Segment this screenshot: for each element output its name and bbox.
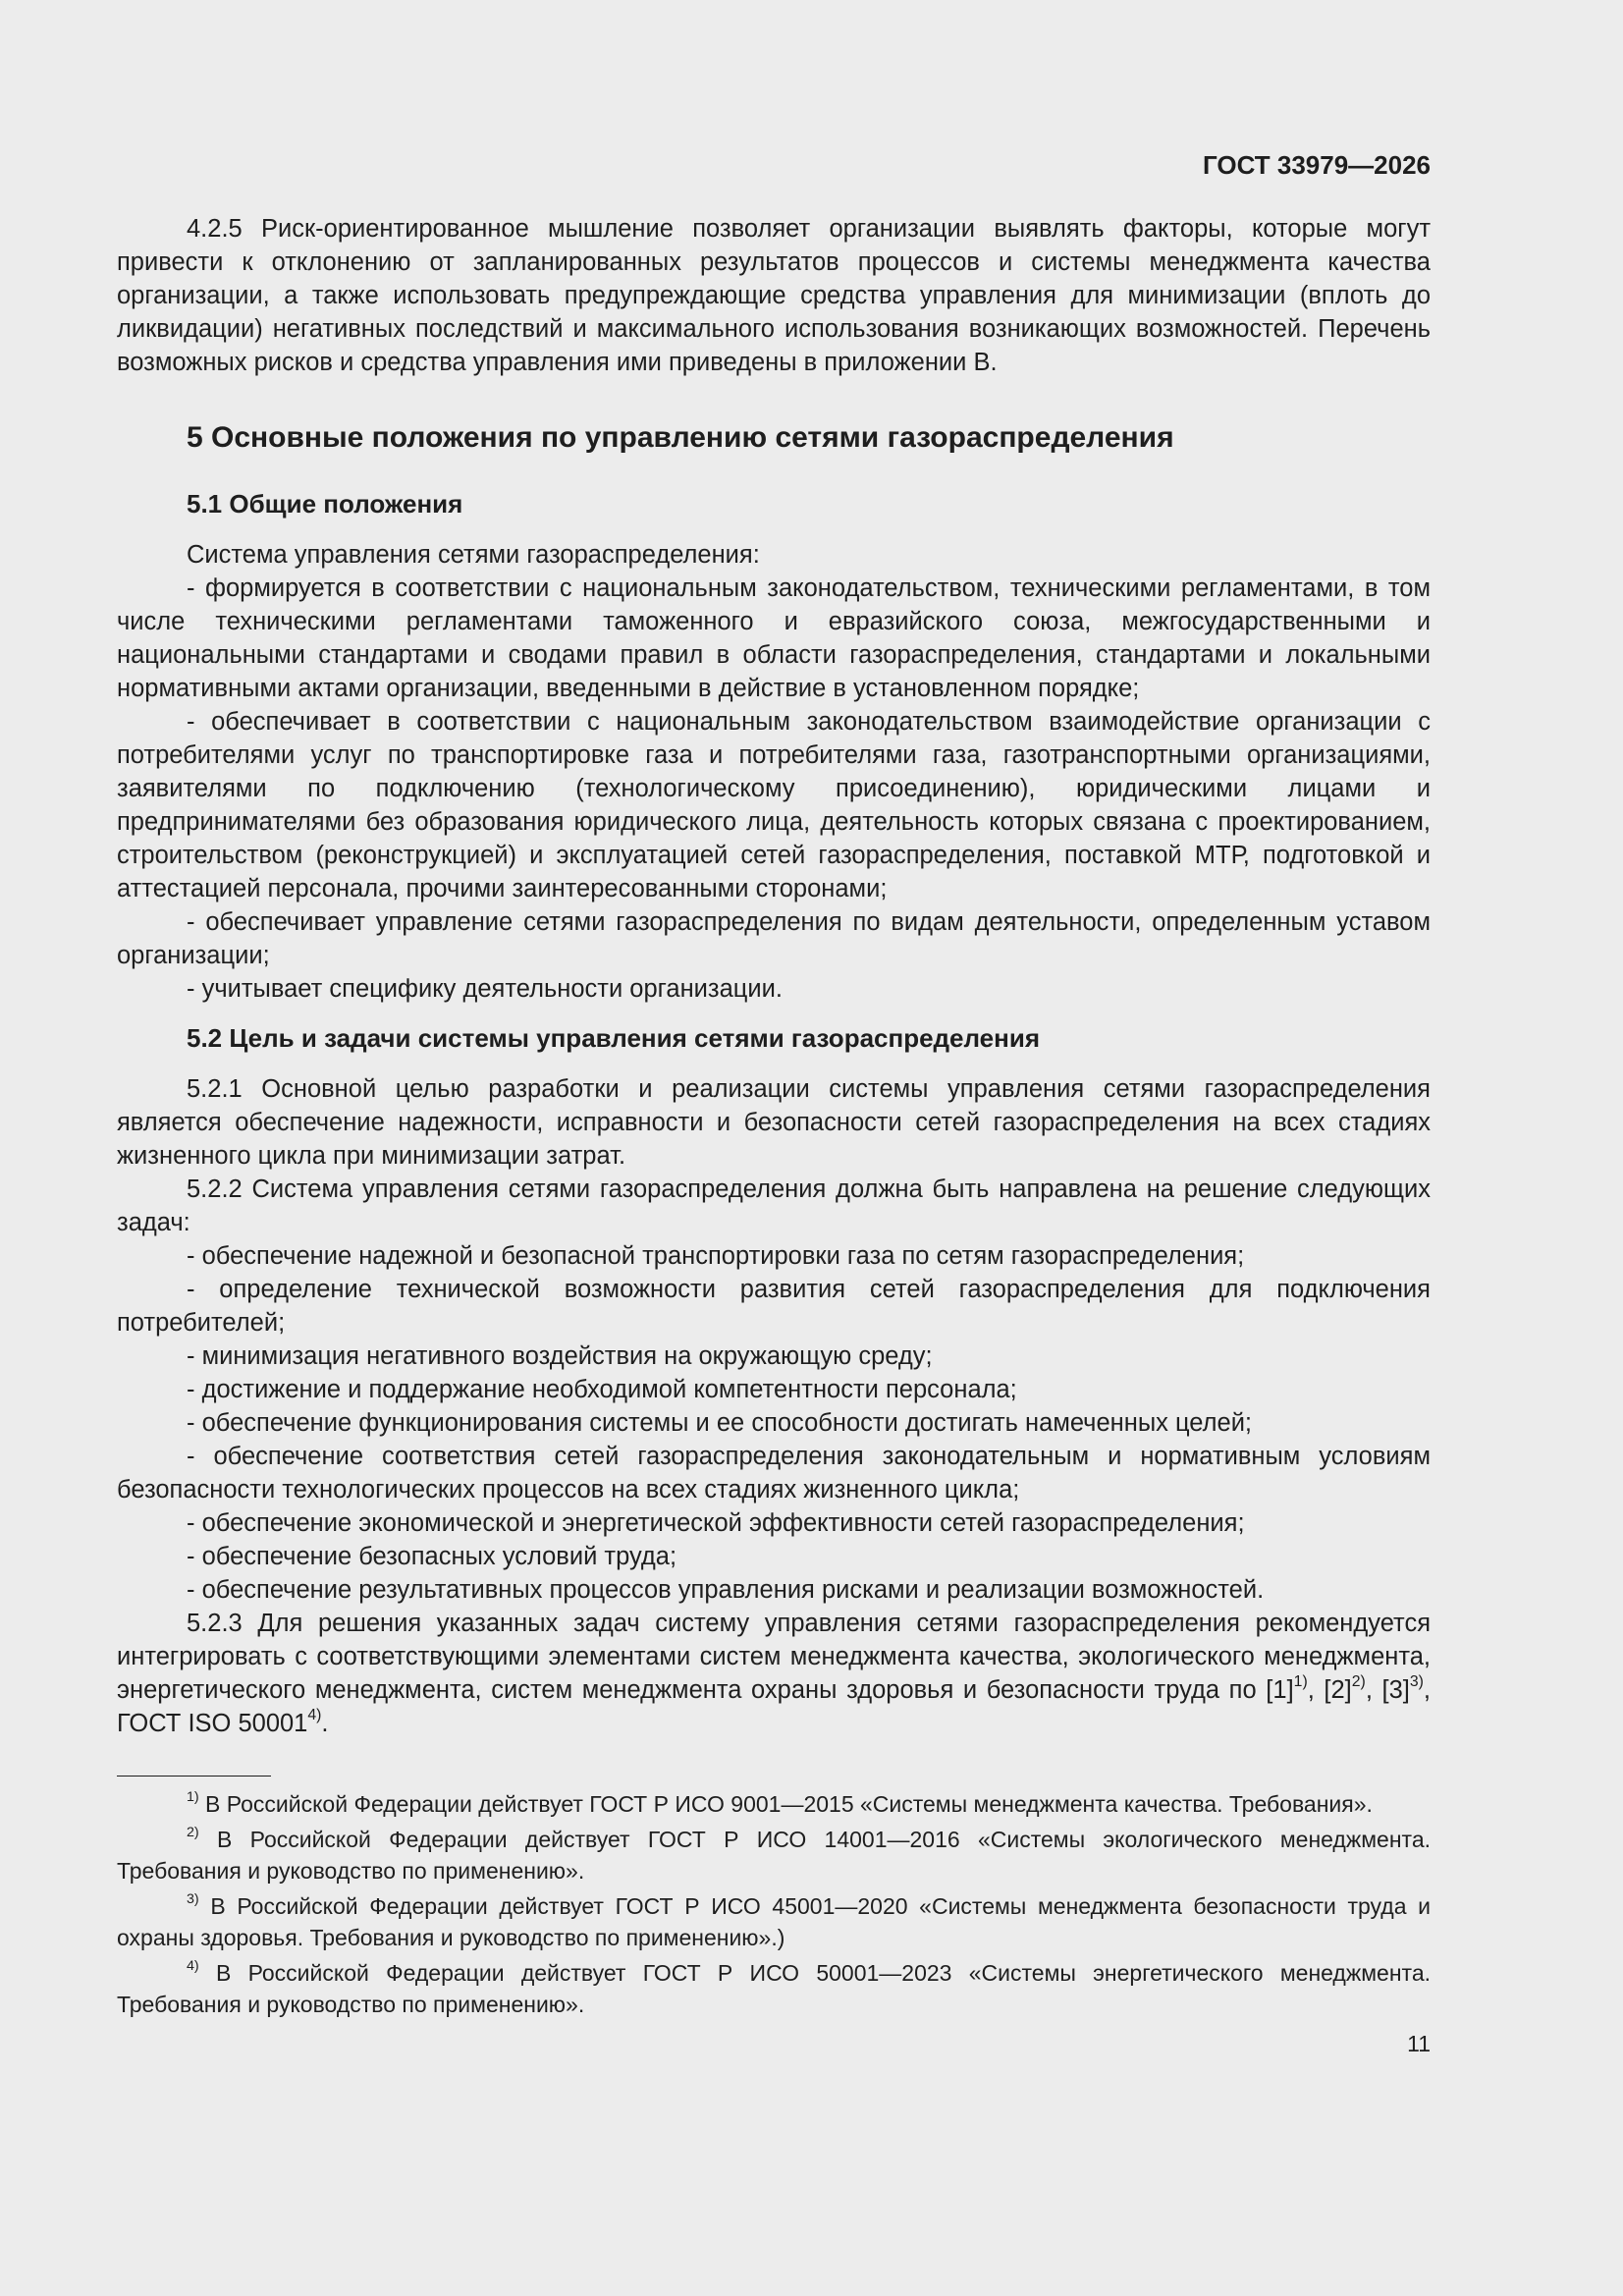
footnote-mark: 4) <box>187 1958 199 1975</box>
reference-1: [1] <box>1266 1676 1294 1704</box>
footnote-text: В Российской Федерации действует ГОСТ Р ИСО 9001—2015 «Системы менеджмента качества. Требования». <box>198 1791 1373 1817</box>
reference-3: [3] <box>1381 1676 1410 1704</box>
footnote-2 <box>117 1824 1431 1886</box>
footnote-ref-3[interactable]: 3) <box>1409 1673 1424 1691</box>
list-item: - учитывает специфику деятельности организации. <box>187 975 783 1003</box>
document-page <box>117 145 1431 2059</box>
list-item: - обеспечение функционирования системы и ее способности достигать намеченных целей; <box>187 1409 1253 1437</box>
paragraph-5-2-3 <box>117 1607 1431 1740</box>
ref-separator: , <box>1423 1676 1432 1704</box>
list-item: - обеспечение надежной и безопасной транспортировки газа по сетям газораспределения; <box>187 1242 1245 1270</box>
list-item: - определение технической возможности развития сетей газораспределения для подключения потребителей; <box>117 1276 1431 1337</box>
ref-end: . <box>321 1710 329 1737</box>
reference-2: [2] <box>1324 1676 1352 1704</box>
paragraph-5-2-2: 5.2.2 Система управления сетями газораспределения должна быть направлена на решение следующих задач: <box>117 1175 1431 1236</box>
footnote-ref-4[interactable]: 4) <box>307 1707 322 1724</box>
page-number: 11 <box>1407 2031 1431 2056</box>
list-item: - обеспечение экономической и энергетической эффективности сетей газораспределения; <box>187 1509 1245 1537</box>
section-5-1-title: 5.1 Общие положения <box>187 489 463 519</box>
list-item: - обеспечивает управление сетями газораспределения по видам деятельности, определенным уставом организации; <box>117 908 1431 969</box>
list-item: - обеспечение результативных процессов управления рисками и реализации возможностей. <box>187 1576 1265 1604</box>
document-header: ГОСТ 33979—2026 <box>1203 150 1431 180</box>
paragraph-5-2-1: 5.2.1 Основной целью разработки и реализации системы управления сетями газораспределения является обеспечение надежности, исправности и безопасности сетей газораспределения на всех стадиях жизненного цикла при минимизации затрат. <box>117 1075 1431 1170</box>
footnote-text: В Российской Федерации действует ГОСТ Р ИСО 50001—2023 «Системы энергетического менеджмента. Требования и руководство по применению». <box>117 1960 1431 2017</box>
footnote-4 <box>117 1957 1431 2020</box>
footnote-text: В Российской Федерации действует ГОСТ Р ИСО 45001—2020 «Системы менеджмента безопасности труда и охраны здоровья. Требования и руководство по применению».) <box>117 1893 1431 1950</box>
footnote-ref-1[interactable]: 1) <box>1293 1673 1308 1691</box>
list-item: - формируется в соответствии с национальным законодательством, техническими регламентами, в том числе техническими регламентами таможенного и евразийского союза, межгосударственными и национальными стандартами и сводами правил в области газораспределения, стандартами и локальными нормативными актами организации, введенными в действие в установленном порядке; <box>117 574 1431 702</box>
reference-4: ГОСТ ISO 50001 <box>117 1710 308 1737</box>
footnote-divider <box>117 1776 271 1777</box>
list-item: - минимизация негативного воздействия на окружающую среду; <box>187 1342 933 1370</box>
ref-separator: , <box>1307 1676 1325 1704</box>
paragraph-4-2-5: 4.2.5 Риск-ориентированное мышление позволяет организации выявлять факторы, которые могут привести к отклонению от запланированных результатов процессов и системы менеджмента качества организации, а также использовать предупреждающие средства управления для минимизации (вплоть до ликвидации) негативных последствий и максимального использования возникающих возможностей. Перечень возможных рисков и средства управления ими приведены в приложении В. <box>117 215 1431 376</box>
footnote-ref-2[interactable]: 2) <box>1351 1673 1366 1691</box>
footnote-1 <box>117 1788 1431 1820</box>
section-5-title: 5 Основные положения по управлению сетями газораспределения <box>187 421 1174 454</box>
footnote-mark: 1) <box>187 1789 199 1806</box>
list-item: - обеспечение соответствия сетей газораспределения законодательным и нормативным условиям безопасности технологических процессов на всех стадиях жизненного цикла; <box>117 1443 1431 1503</box>
list-item: - обеспечивает в соответствии с национальным законодательством взаимодействие организации с потребителями услуг по транспортировке газа и потребителями газа, газотранспортными организациями, заявителями по подключению (технологическому присоединению), юридическими лицами и предпринимателями без образования юридического лица, деятельность которых связана с проектированием, строительством (реконструкцией) и эксплуатацией сетей газораспределения, поставкой МТР, подготовкой и аттестацией персонала, прочими заинтересованными сторонами; <box>117 708 1431 902</box>
section-5-2-title: 5.2 Цель и задачи системы управления сетями газораспределения <box>187 1023 1040 1053</box>
ref-separator: , <box>1365 1676 1382 1704</box>
list-item: - обеспечение безопасных условий труда; <box>187 1543 677 1570</box>
section-5-1-intro: Система управления сетями газораспределения: <box>187 541 760 569</box>
footnote-mark: 2) <box>187 1825 199 1841</box>
footnote-mark: 3) <box>187 1891 199 1908</box>
footnote-3 <box>117 1890 1431 1953</box>
list-item: - достижение и поддержание необходимой компетентности персонала; <box>187 1376 1017 1403</box>
paragraph-5-2-3-text: 5.2.3 Для решения указанных задач систему управления сетями газораспределения рекомендуется интегрировать с соответствующими элементами систем менеджмента качества, экологического менеджмента, энергетического менеджмента, систем менеджмента охраны здоровья и безопасности труда по <box>117 1610 1431 1704</box>
footnote-text: В Российской Федерации действует ГОСТ Р ИСО 14001—2016 «Системы экологического менеджмента. Требования и руководство по применению». <box>117 1827 1431 1884</box>
